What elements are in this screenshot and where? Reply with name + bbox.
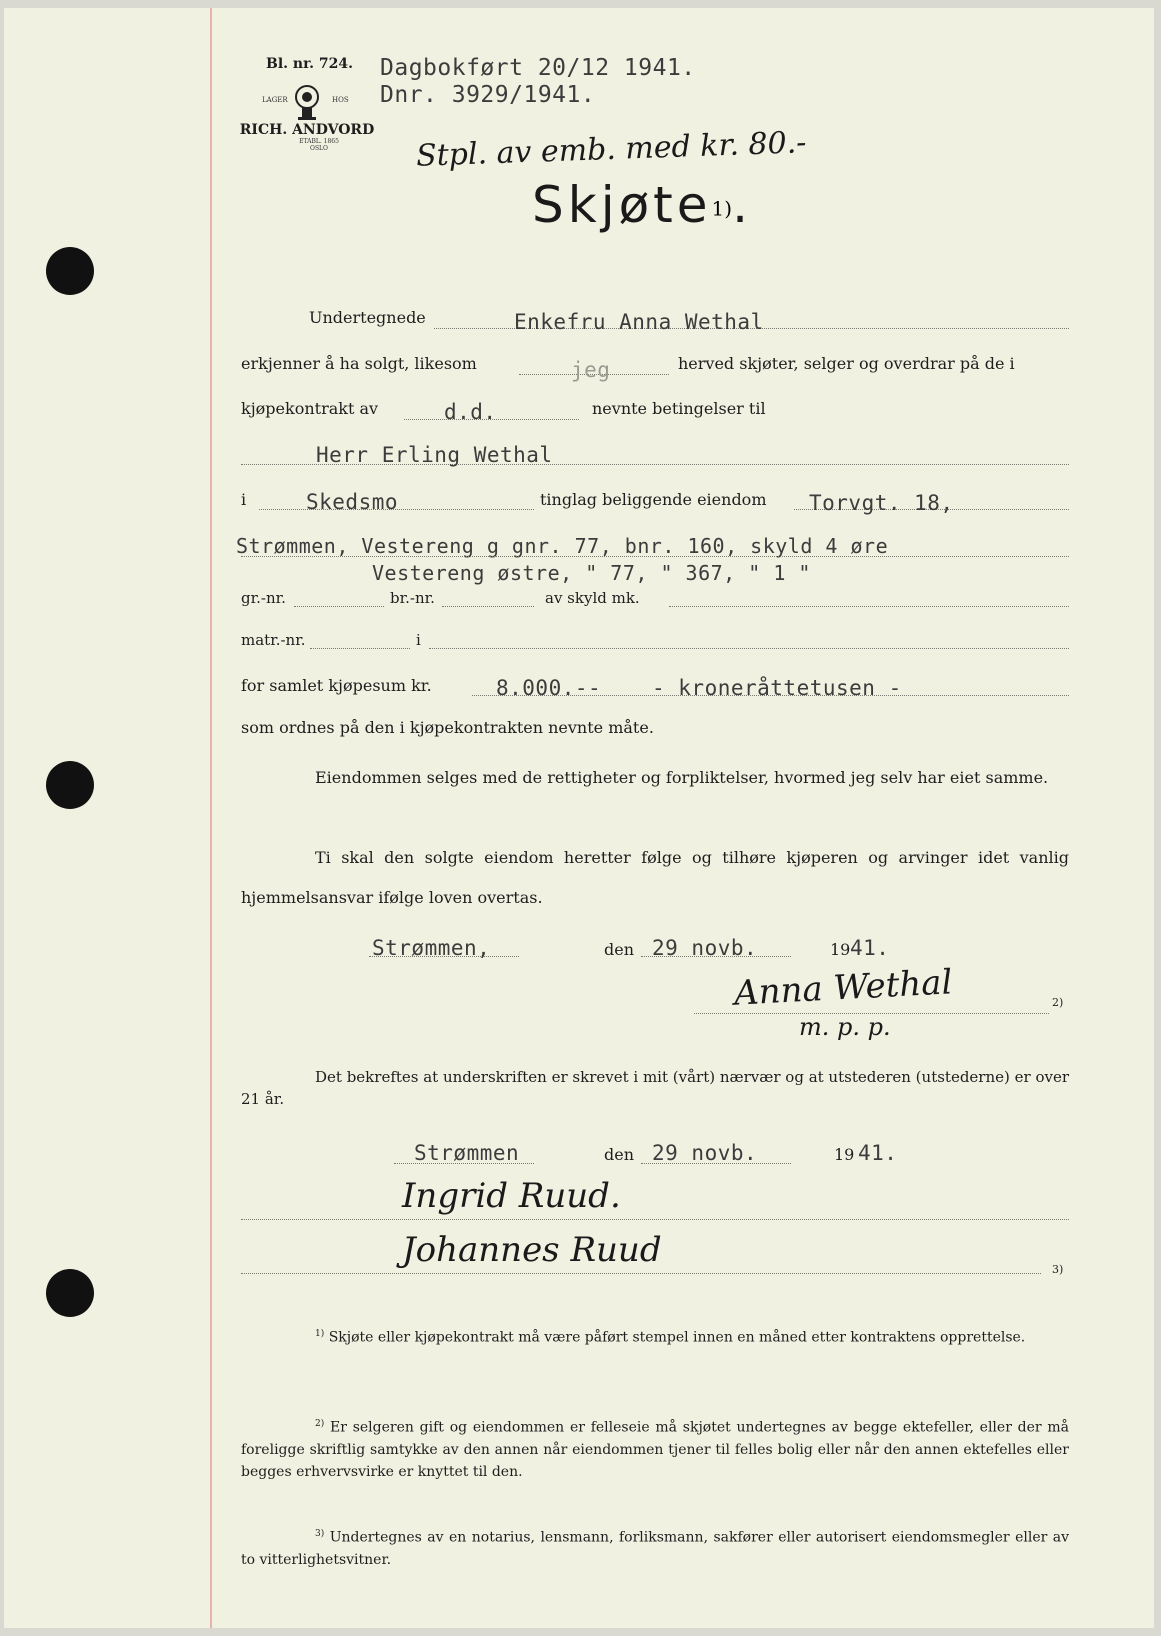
fill-line <box>429 648 1069 649</box>
logo-city: OSLO <box>310 145 328 152</box>
footnote-1-marker: 1) <box>315 1329 325 1339</box>
publisher-logo <box>232 80 382 166</box>
kjopekontrakt-label: kjøpekontrakt av <box>241 399 379 418</box>
date1-year-suffix: 41. <box>850 936 890 960</box>
dnr-stamp: Dnr. 3929/1941. <box>380 82 596 108</box>
property-line-1: Strømmen, Vestereng g gnr. 77, bnr. 160, skyld 4 øre <box>236 534 889 558</box>
footnote-3 <box>241 1523 1069 1571</box>
signature-footnote-marker: 2) <box>1052 996 1064 1009</box>
matrnr-label: matr.-nr. <box>241 631 306 649</box>
title-period: . <box>732 176 748 234</box>
logo-lager: LAGER <box>262 96 288 104</box>
date1-place: Strømmen, <box>372 936 491 960</box>
fill-line <box>669 606 1069 607</box>
date1-den: den <box>604 940 635 959</box>
grnr-label: gr.-nr. <box>241 589 286 607</box>
document-title <box>532 176 748 234</box>
matr-i-label: i <box>416 631 421 649</box>
footnote-1 <box>241 1323 1069 1349</box>
footnote-3-marker: 3) <box>315 1529 325 1539</box>
date1-year-prefix: 19 <box>830 940 851 959</box>
fill-line <box>442 606 534 607</box>
logo-hos: HOS <box>332 96 349 104</box>
title-text: Skjøte <box>532 176 712 234</box>
seller-signature-sub: m. p. p. <box>799 1013 891 1041</box>
paragraph-rights: Eiendommen selges med de rettigheter og forpliktelser, hvormed jeg selv har eiet samme. <box>315 768 1049 787</box>
punch-hole <box>46 1269 94 1317</box>
signature-line <box>241 1273 1041 1274</box>
date2-day-month: 29 novb. <box>652 1141 758 1165</box>
buyer-value: Herr Erling Wethal <box>316 443 553 467</box>
andvord-emblem-icon <box>290 82 324 122</box>
herved-text: herved skjøter, selger og overdrar på de i <box>678 354 1015 373</box>
punch-hole <box>46 761 94 809</box>
signature-line <box>241 1219 1069 1220</box>
footnote-2 <box>241 1413 1069 1483</box>
date2-year-prefix: 19 <box>834 1145 855 1164</box>
erkjenner-text: erkjenner å ha solgt, likesom <box>241 354 477 373</box>
tinglag-text: tinglag beliggende eiendom <box>540 490 767 509</box>
kjopesum-value: 8.000.-- <box>496 676 602 700</box>
logo-etabl: ETABL. 1865 <box>299 138 339 145</box>
document-page <box>4 8 1154 1628</box>
punch-hole <box>46 247 94 295</box>
footnote-2-marker: 2) <box>315 1419 325 1429</box>
tinglag-value: Skedsmo <box>306 490 399 514</box>
fill-line <box>294 606 384 607</box>
ordnes-text: som ordnes på den i kjøpekontrakten nevnte måte. <box>241 718 654 737</box>
footnote-2-text: Er selgeren gift og eiendommen er felleseie må skjøtet undertegnes av begge ektefeller, eller der må foreligge skriftlig samtykke av den annen når eiendommen tjener til felles bolig eller når den annen ektefelles eller begges erhvervsvirke er knyttet til den. <box>241 1419 1069 1480</box>
undersigned-label: Undertegnede <box>309 308 426 327</box>
fill-line <box>310 648 410 649</box>
witness-confirmation: Det bekreftes at underskriften er skrevet i mit (vårt) nærvær og at utstederen (utstederne) er over 21 år. <box>241 1068 1069 1108</box>
witness-signature-1: Ingrid Ruud. <box>402 1176 621 1216</box>
eiendom-value: Torvgt. 18, <box>809 491 954 515</box>
kjopesum-label: for samlet kjøpesum kr. <box>241 676 432 695</box>
i-label: i <box>241 490 247 509</box>
title-footnote-marker: 1) <box>711 196 733 221</box>
skyld-label: av skyld mk. <box>545 589 640 607</box>
erkjenner-value: jeg <box>571 358 611 382</box>
date2-den: den <box>604 1145 635 1164</box>
dagbok-stamp: Dagbokført 20/12 1941. <box>380 55 696 81</box>
date2-year-suffix: 41. <box>858 1141 898 1165</box>
handwritten-stamp-note: Stpl. av emb. med kr. 80.- <box>415 125 807 174</box>
fill-line <box>241 556 1069 557</box>
date1-day-month: 29 novb. <box>652 936 758 960</box>
property-line-2: Vestereng østre, " 77, " 367, " 1 " <box>372 561 811 585</box>
seller-signature: Anna Wethal <box>733 962 954 1014</box>
witness-signature-2: Johannes Ruud <box>402 1230 662 1270</box>
margin-line <box>210 8 212 1628</box>
footnote-1-text: Skjøte eller kjøpekontrakt må være påført stempel innen en måned etter kontraktens opprettelse. <box>328 1329 1026 1346</box>
undersigned-value: Enkefru Anna Wethal <box>514 310 764 334</box>
betingelser-text: nevnte betingelser til <box>592 399 766 418</box>
paragraph-transfer: Ti skal den solgte eiendom heretter følge og tilhøre kjøperen og arvinger idet vanlig hjemmelsansvar ifølge loven overtas. <box>241 848 1069 907</box>
witness-footnote-marker: 3) <box>1052 1263 1064 1276</box>
brnr-label: br.-nr. <box>390 589 435 607</box>
publisher-name: RICH. ANDVORD <box>239 122 375 138</box>
form-number: Bl. nr. 724. <box>266 56 354 72</box>
kjopesum-words: - kroneråttetusen - <box>652 676 902 700</box>
kjopekontrakt-value: d.d. <box>444 400 497 424</box>
date2-place: Strømmen <box>414 1141 520 1165</box>
footnote-3-text: Undertegnes av en notarius, lensmann, forliksmann, sakfører eller autorisert eiendomsmegler eller av to vitterlighetsvitner. <box>241 1529 1070 1568</box>
